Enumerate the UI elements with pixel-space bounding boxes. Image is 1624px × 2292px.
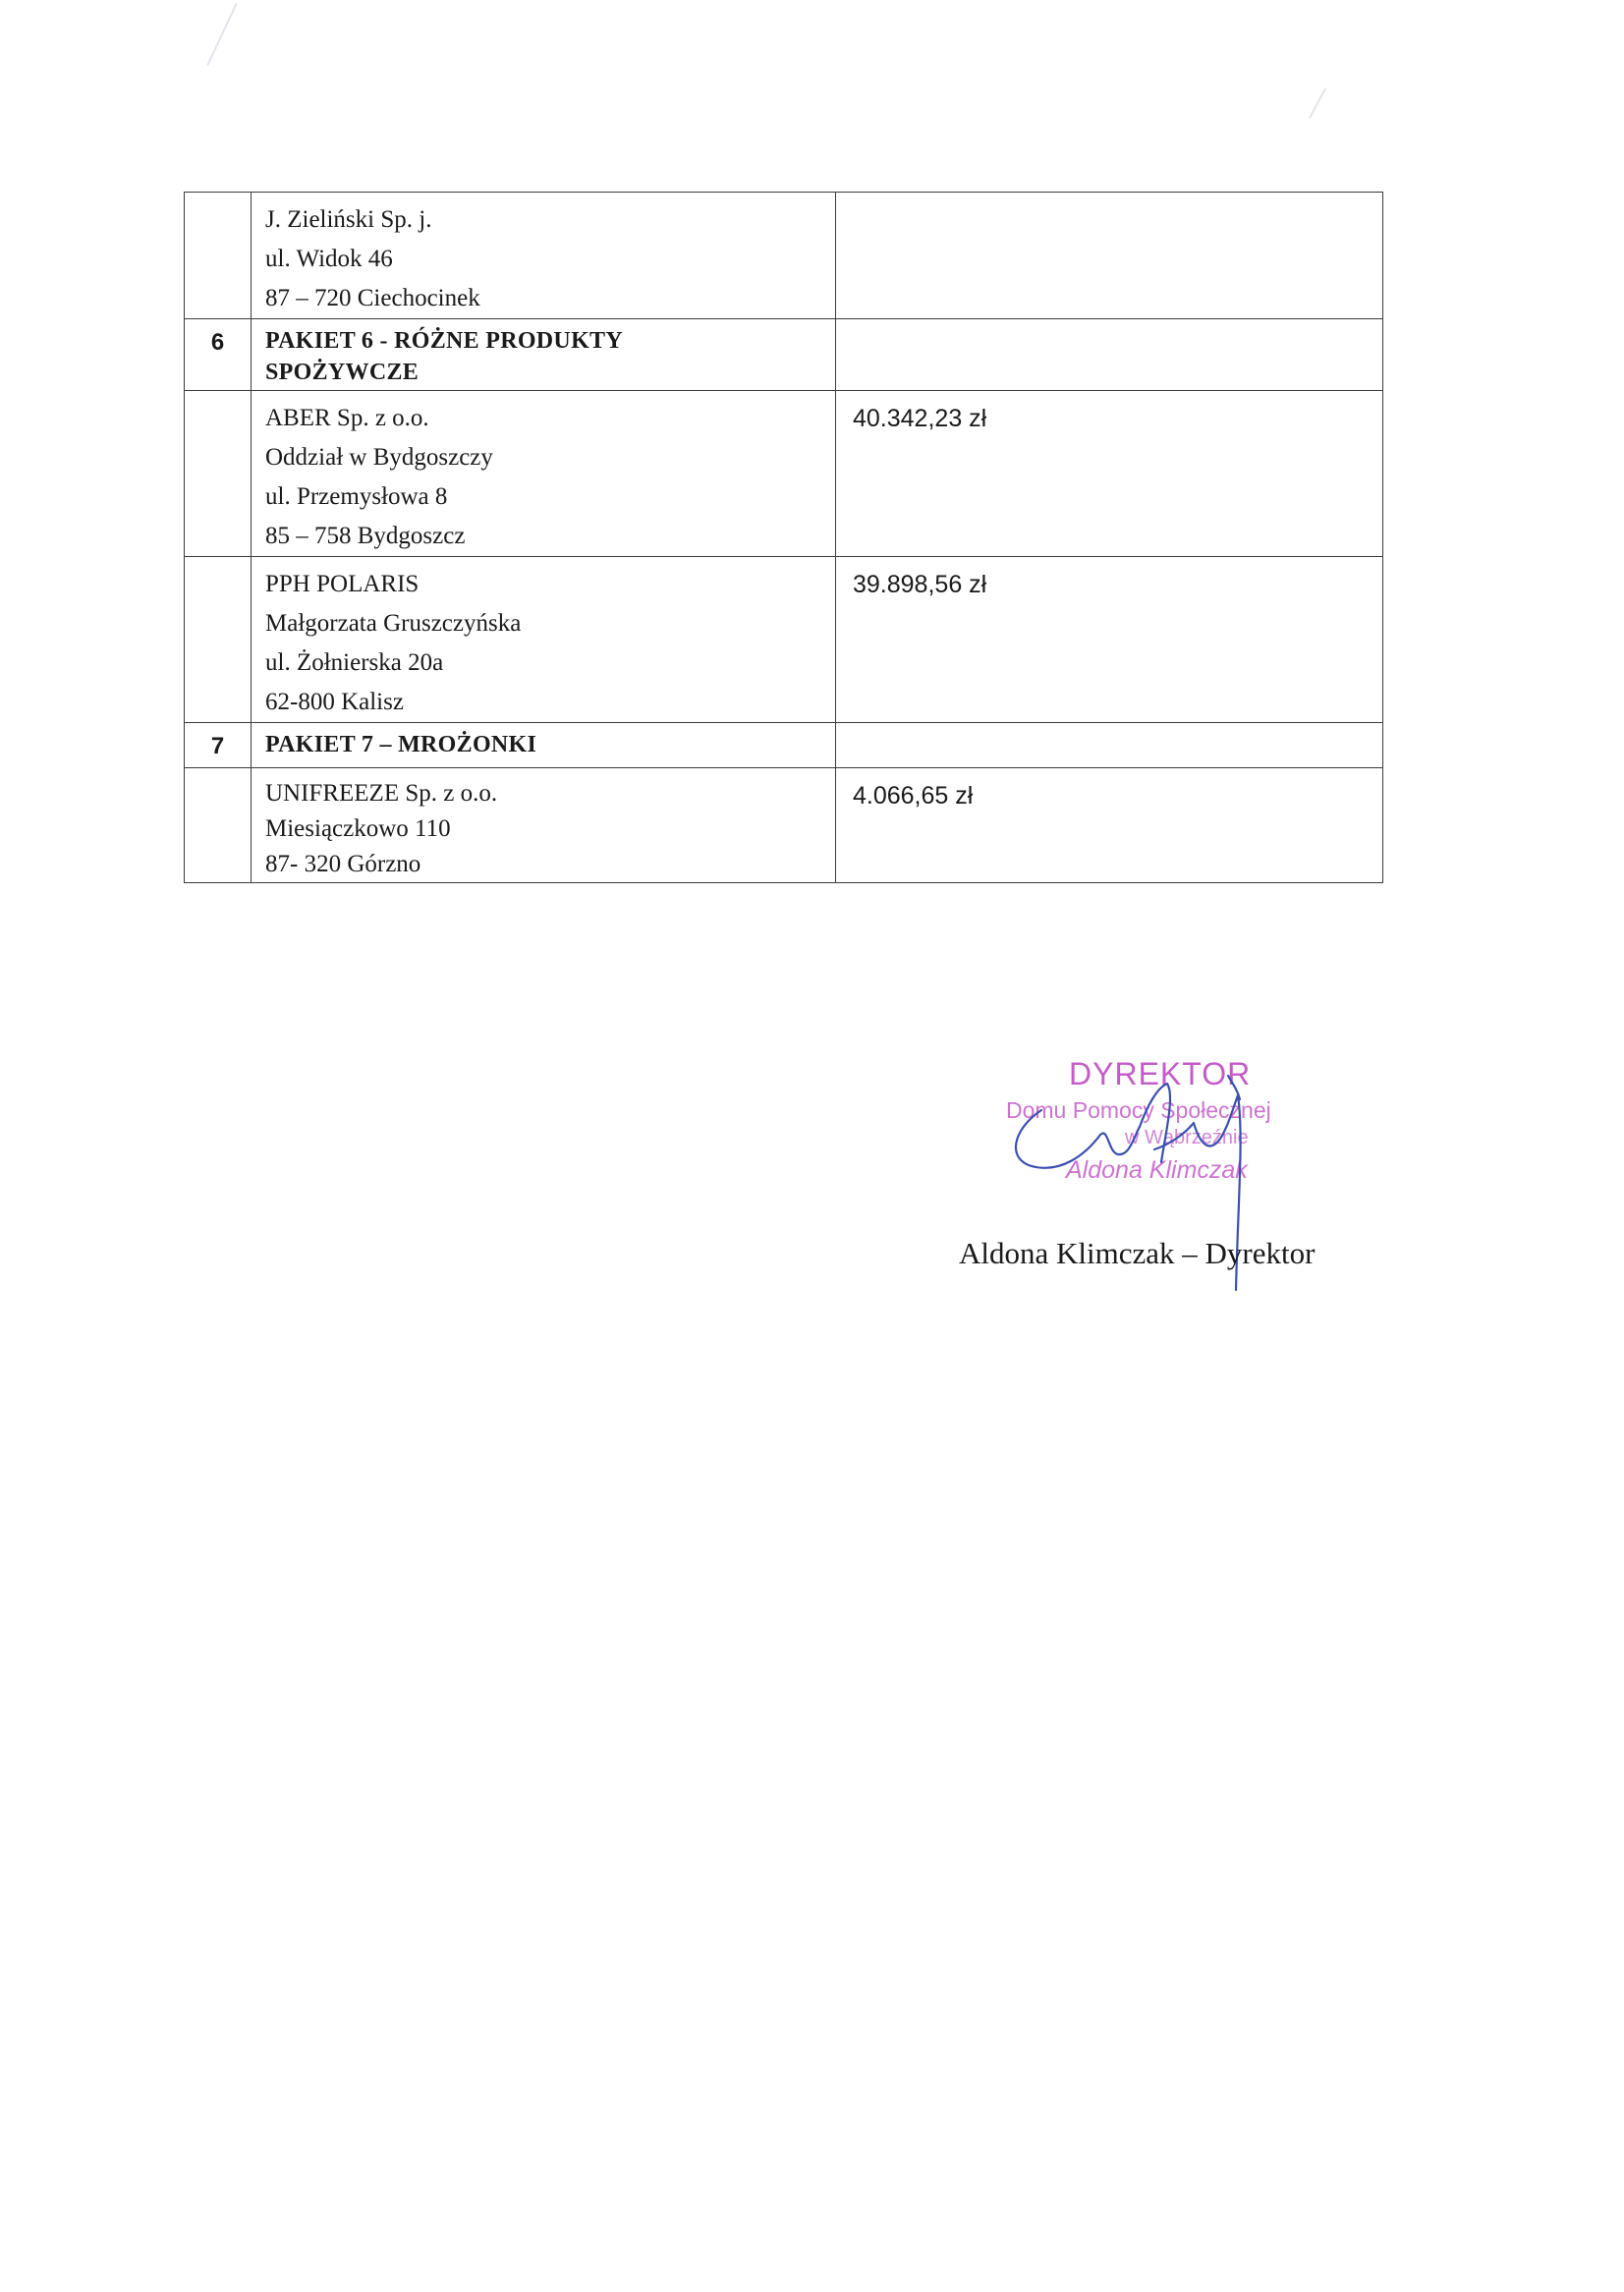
company-line: 87 – 720 Ciechocinek — [265, 285, 480, 311]
package-title-cell — [252, 319, 836, 391]
price-cell — [836, 319, 1383, 391]
package-row — [185, 319, 1383, 391]
package-title-cell — [252, 723, 836, 768]
stamp-institution: Domu Pomocy Społecznej — [1006, 1097, 1271, 1123]
number-cell — [185, 193, 252, 319]
company-cell — [252, 391, 836, 557]
company-line: J. Zieliński Sp. j. — [265, 206, 432, 233]
signer-name: Aldona Klimczak – Dyrektor — [959, 1236, 1316, 1270]
company-line: ul. Widok 46 — [265, 246, 393, 272]
company-cell — [252, 557, 836, 723]
price-value: 40.342,23 zł — [853, 405, 987, 432]
package-title-line: SPOŻYWCZE — [265, 360, 420, 385]
company-cell — [252, 193, 836, 319]
price-cell — [836, 193, 1383, 319]
price-cell — [836, 391, 1383, 557]
table-row — [185, 391, 1383, 557]
signature-stroke — [1016, 1110, 1140, 1168]
package-row — [185, 723, 1383, 768]
company-line: Małgorzata Gruszczyńska — [265, 610, 522, 637]
offers-table — [184, 192, 1383, 883]
signature-stroke — [1228, 1076, 1240, 1099]
stamp-title: DYREKTOR — [1069, 1056, 1252, 1091]
scan-artifact-line — [1309, 88, 1325, 119]
price-cell — [836, 723, 1383, 768]
stamp-name: Aldona Klimczak — [1066, 1156, 1248, 1184]
number-cell — [185, 557, 252, 723]
number-cell — [185, 391, 252, 557]
scan-artifact-line — [206, 3, 237, 66]
number-cell — [185, 768, 252, 883]
company-line: Oddział w Bydgoszczy — [265, 444, 493, 471]
table-row — [185, 557, 1383, 723]
package-number: 6 — [185, 319, 252, 391]
company-cell — [252, 768, 836, 883]
company-line: 87- 320 Górzno — [265, 851, 421, 877]
signature-stroke — [1140, 1084, 1170, 1162]
company-line: ul. Żołnierska 20a — [265, 649, 444, 676]
price-value: 39.898,56 zł — [853, 571, 987, 598]
price-cell — [836, 768, 1383, 883]
package-title-line: PAKIET 6 - RÓŻNE PRODUKTY — [265, 328, 623, 354]
company-line: PPH POLARIS — [265, 571, 420, 597]
price-cell — [836, 557, 1383, 723]
package-title-line: PAKIET 7 – MROŻONKI — [265, 732, 537, 757]
price-value — [836, 193, 1382, 206]
company-line: 85 – 758 Bydgoszcz — [265, 523, 466, 549]
table-row — [185, 193, 1383, 319]
company-line: ABER Sp. z o.o. — [265, 405, 429, 431]
stamp-location: w Wąbrzeźnie — [1125, 1127, 1249, 1148]
package-number: 7 — [185, 723, 252, 768]
company-line: ul. Przemysłowa 8 — [265, 483, 448, 510]
company-line: 62-800 Kalisz — [265, 689, 404, 715]
price-value: 4.066,65 zł — [853, 782, 974, 810]
table-row — [185, 768, 1383, 883]
company-line: Miesiączkowo 110 — [265, 815, 451, 842]
company-line: UNIFREEZE Sp. z o.o. — [265, 780, 498, 807]
